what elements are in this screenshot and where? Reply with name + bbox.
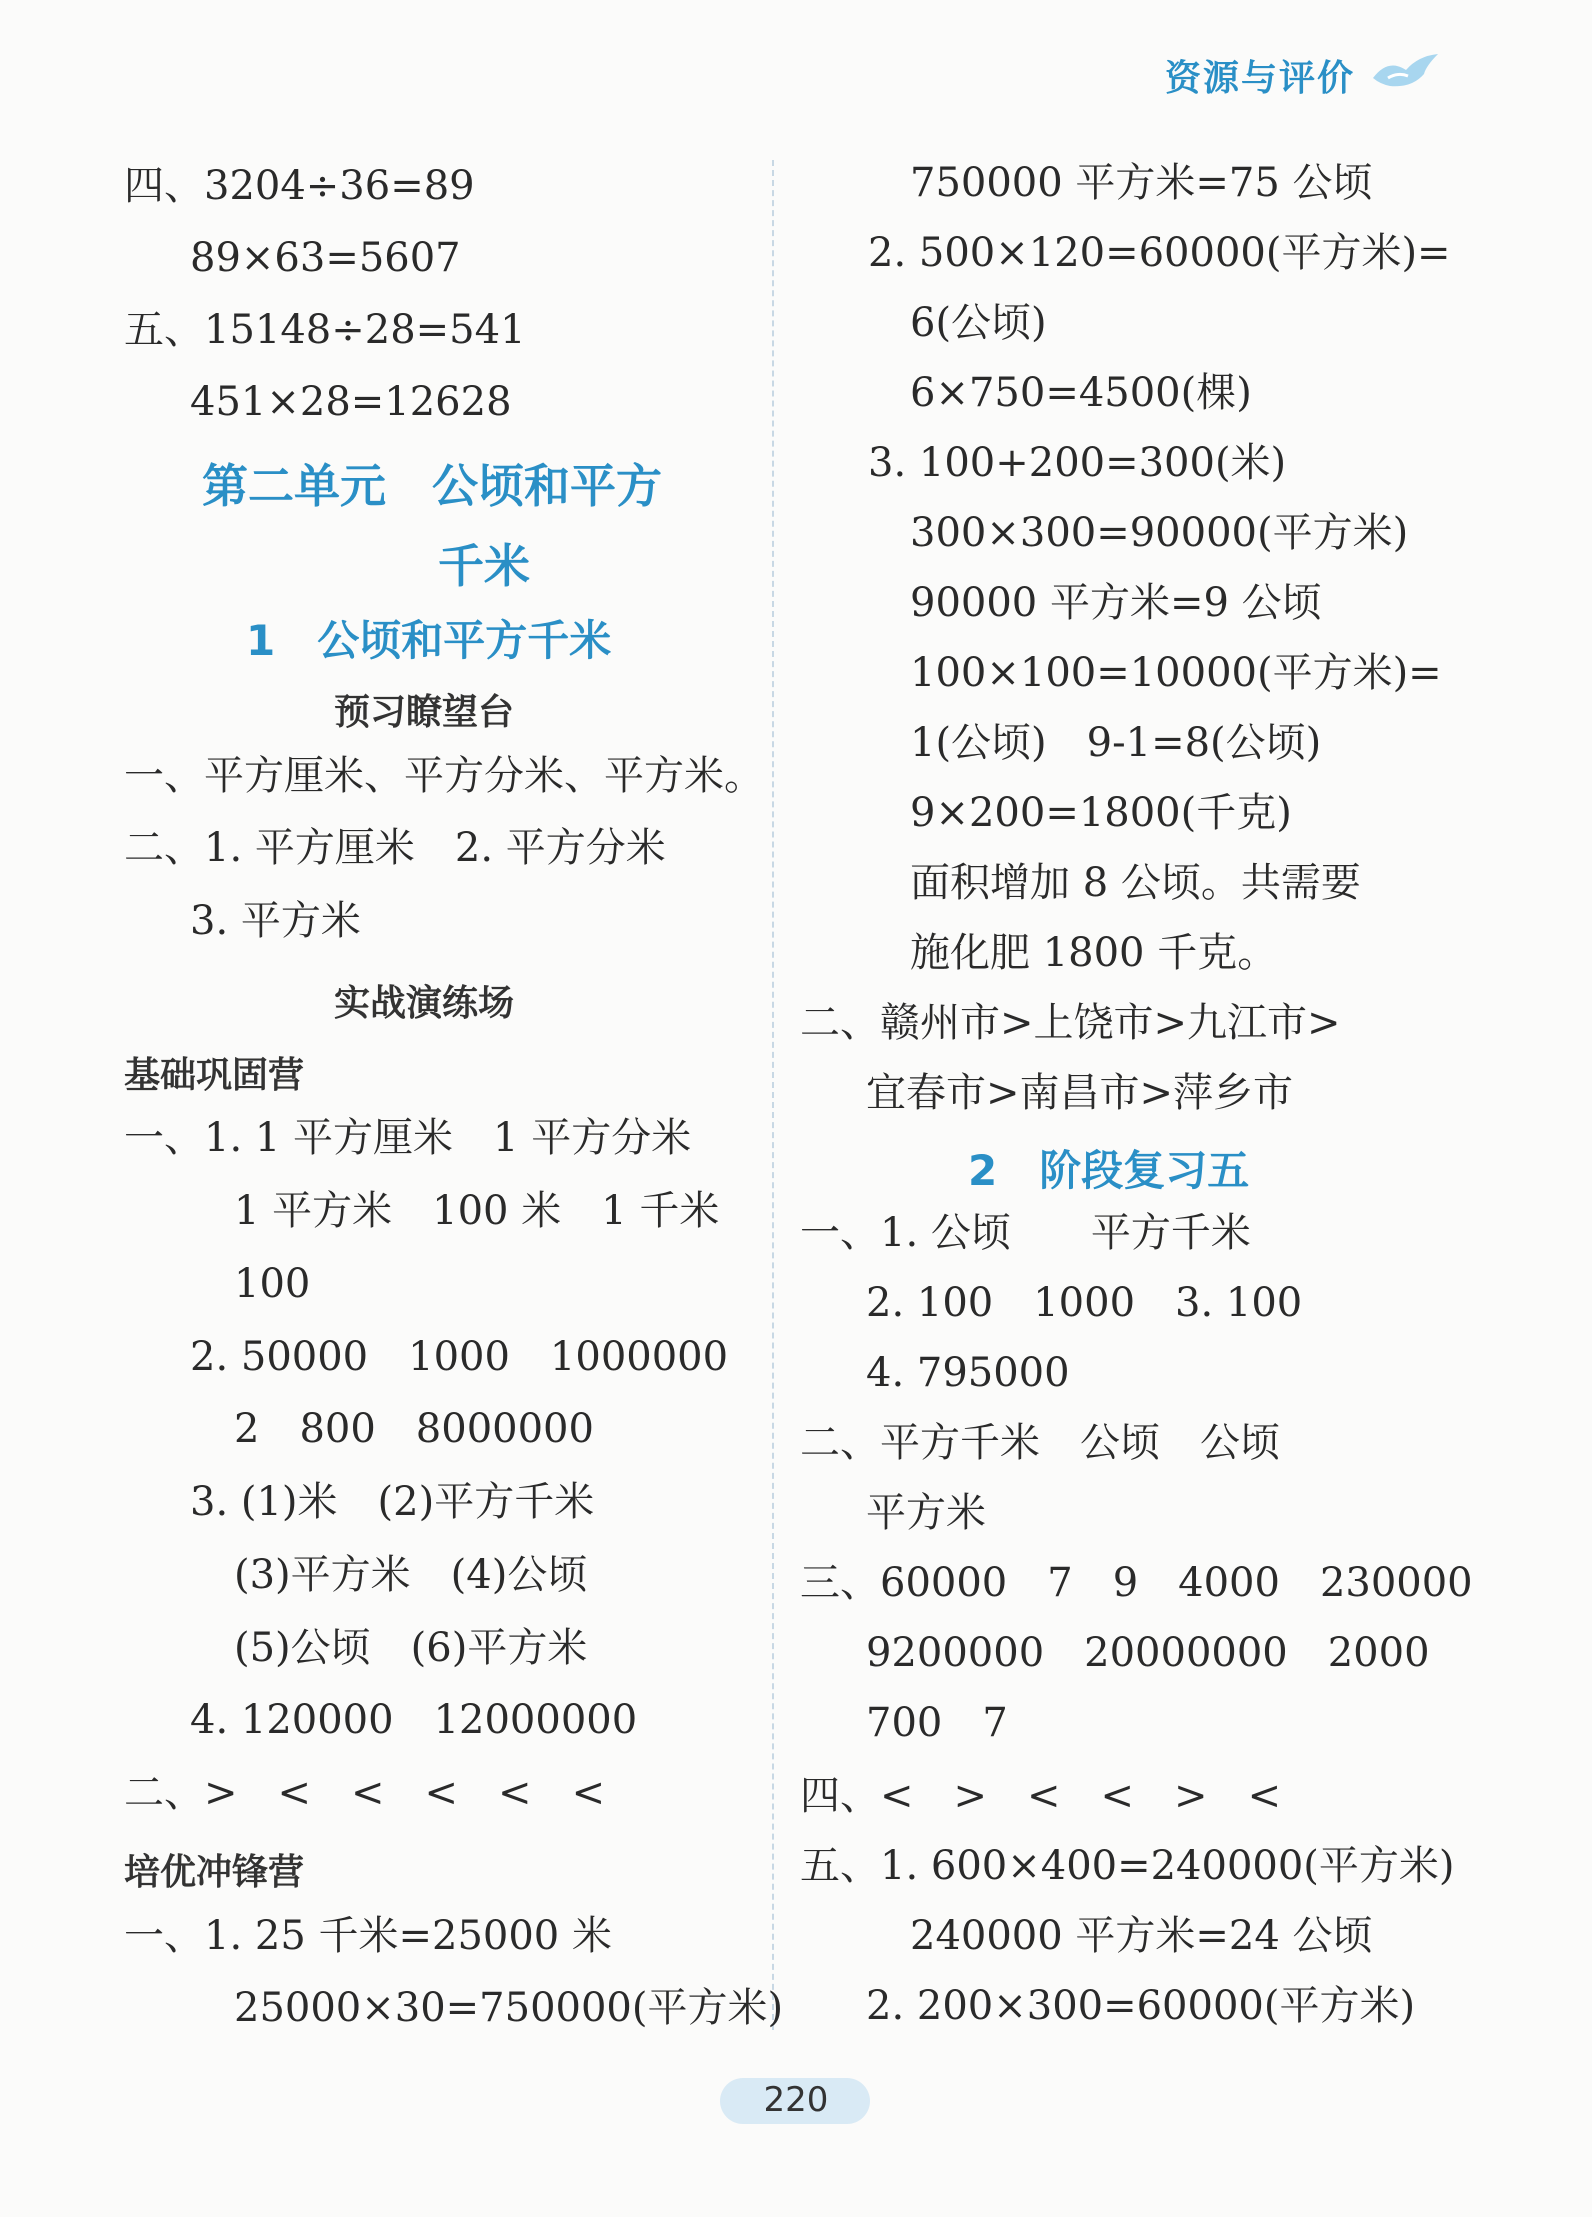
answer-line: 三、60000 7 9 4000 230000 [800, 1560, 1473, 1606]
answer-line: 240000 平方米=24 公顷 [910, 1913, 1373, 1959]
answer-line: 二、1. 平方厘米 2. 平方分米 [124, 825, 666, 871]
answer-line: (5)公顷 (6)平方米 [234, 1625, 588, 1671]
answer-line: 五、1. 600×400=240000(平方米) [800, 1843, 1455, 1889]
answer-line: 25000×30=750000(平方米) [234, 1985, 784, 2031]
answer-line: 施化肥 1800 千克。 [910, 930, 1278, 976]
answer-line: 300×300=90000(平方米) [910, 510, 1409, 556]
answer-line: 3. 平方米 [190, 898, 361, 944]
answer-line: 2. 50000 1000 1000000 [190, 1334, 729, 1380]
answer-line: 700 7 [866, 1700, 1008, 1746]
answer-line: 6×750=4500(棵) [910, 370, 1252, 416]
answer-line: 89×63=5607 [190, 235, 461, 281]
lesson-heading: 1 公顷和平方千米 [246, 616, 612, 665]
section-subheading: 基础巩固营 [124, 1055, 305, 1096]
answer-line: 2. 500×120=60000(平方米)= [868, 230, 1451, 276]
answer-line: 五、15148÷28=541 [124, 307, 526, 353]
answer-line: 一、1. 公顷 平方千米 [800, 1210, 1251, 1256]
bird-logo-icon [1368, 48, 1448, 98]
lesson-heading: 2 阶段复习五 [968, 1146, 1250, 1195]
answer-line: 四、3204÷36=89 [124, 163, 475, 209]
answer-line: 二、平方千米 公顷 公顷 [800, 1420, 1280, 1466]
page-number: 220 [763, 2080, 829, 2120]
answer-line: 2. 100 1000 3. 100 [866, 1280, 1303, 1326]
answer-line: 1 平方米 100 米 1 千米 [234, 1188, 720, 1234]
answer-line: 3. (1)米 (2)平方千米 [190, 1479, 595, 1525]
answer-line: 2. 200×300=60000(平方米) [866, 1983, 1416, 2029]
answer-line: 二、赣州市>上饶市>九江市> [800, 1000, 1341, 1046]
answer-line: 一、平方厘米、平方分米、平方米。 [124, 753, 764, 799]
unit-heading: 第二单元 公顷和平方 [202, 459, 662, 513]
answer-line: 100×100=10000(平方米)= [910, 650, 1442, 696]
answer-line: 9×200=1800(千克) [910, 790, 1292, 836]
section-subheading: 实战演练场 [334, 983, 515, 1024]
answer-line: 一、1. 1 平方厘米 1 平方分米 [124, 1115, 692, 1161]
section-subheading: 培优冲锋营 [124, 1852, 305, 1893]
answer-line: 4. 120000 12000000 [190, 1697, 638, 1743]
answer-line: 451×28=12628 [190, 379, 512, 425]
answer-line: 宜春市>南昌市>萍乡市 [866, 1070, 1294, 1116]
answer-line: 90000 平方米=9 公顷 [910, 580, 1322, 626]
answer-line: 平方米 [866, 1490, 986, 1536]
answer-line: 面积增加 8 公顷。共需要 [910, 860, 1361, 906]
answer-line: 2 800 8000000 [234, 1406, 594, 1452]
answer-line: 二、> < < < < < [124, 1770, 606, 1816]
answer-line: 四、< > < < > < [800, 1773, 1282, 1819]
answer-line: 6(公顷) [910, 300, 1047, 346]
answer-line: 4. 795000 [866, 1350, 1070, 1396]
answer-line: 3. 100+200=300(米) [868, 440, 1287, 486]
section-subheading: 预习瞭望台 [334, 692, 515, 733]
answer-line: 750000 平方米=75 公顷 [910, 160, 1373, 206]
header-title: 资源与评价 [1165, 58, 1356, 99]
answer-line: 1(公顷) 9-1=8(公顷) [910, 720, 1322, 766]
answer-line: 9200000 20000000 2000 [866, 1630, 1430, 1676]
column-divider [772, 160, 774, 2030]
answer-line: (3)平方米 (4)公顷 [234, 1552, 588, 1598]
answer-line: 100 [234, 1261, 311, 1307]
unit-heading: 千米 [438, 539, 530, 593]
answer-line: 一、1. 25 千米=25000 米 [124, 1913, 612, 1959]
